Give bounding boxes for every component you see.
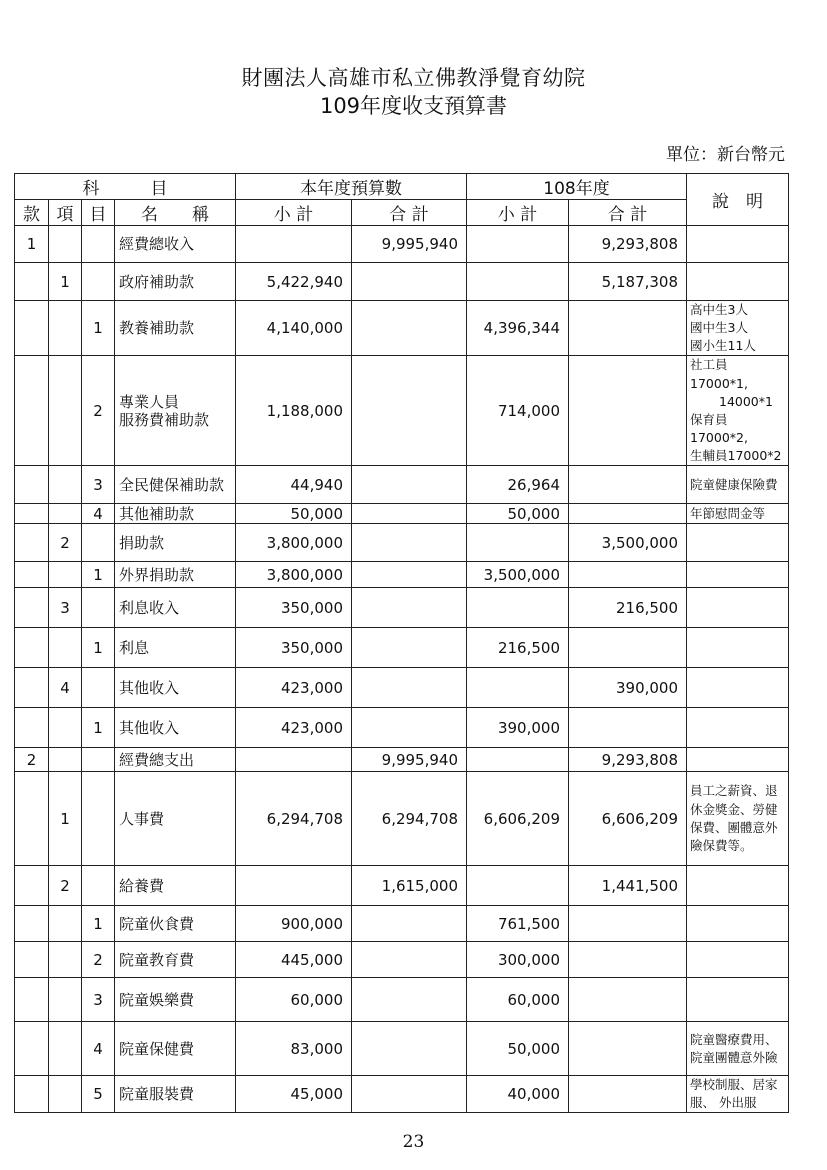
note-cell (687, 562, 789, 588)
table-row (15, 504, 789, 524)
note-cell: 社工員17000*1, 14000*1 保育員17000*2, 生輔員17000*2 (687, 356, 789, 466)
xiang-cell (49, 708, 82, 748)
kuan-cell (15, 942, 49, 978)
xiang-cell (49, 1022, 82, 1076)
page-number: 23 (402, 1132, 425, 1152)
current-total (352, 978, 467, 1022)
prior-total (569, 708, 687, 748)
item-name: 院童娛樂費 (115, 978, 236, 1022)
xiang-cell: 3 (49, 588, 82, 628)
current-total (352, 356, 467, 466)
table-row (15, 562, 789, 588)
header-kuan: 款 (15, 200, 49, 226)
table-row (15, 1076, 789, 1113)
note-cell (687, 588, 789, 628)
prior-total (569, 1022, 687, 1076)
budget-table (14, 173, 789, 1113)
mu-cell: 1 (82, 906, 115, 942)
xiang-cell: 1 (49, 772, 82, 866)
header-prior-total: 合 計 (569, 200, 687, 226)
table-row (15, 942, 789, 978)
prior-total (569, 562, 687, 588)
document-title: 財團法人高雄市私立佛教淨覺育幼院 (241, 66, 586, 90)
mu-cell: 1 (82, 708, 115, 748)
xiang-cell (49, 1076, 82, 1113)
header-current-year-group: 本年度預算數 (236, 174, 467, 200)
xiang-cell (49, 226, 82, 263)
item-name: 給養費 (115, 866, 236, 906)
item-name: 經費總收入 (115, 226, 236, 263)
note-cell (687, 628, 789, 668)
prior-subtotal: 50,000 (467, 1022, 569, 1076)
table-row (15, 226, 789, 263)
header-row-columns (15, 200, 789, 226)
mu-cell: 5 (82, 1076, 115, 1113)
item-name: 捐助款 (115, 524, 236, 562)
kuan-cell: 1 (15, 226, 49, 263)
currency-unit-label: 單位：新台幣元 (666, 145, 785, 165)
prior-subtotal: 300,000 (467, 942, 569, 978)
header-name: 名 稱 (115, 200, 236, 226)
current-subtotal: 445,000 (236, 942, 352, 978)
xiang-cell: 2 (49, 866, 82, 906)
header-current-subtotal: 小 計 (236, 200, 352, 226)
note-cell (687, 906, 789, 942)
xiang-cell (49, 906, 82, 942)
table-row (15, 263, 789, 301)
prior-subtotal (467, 588, 569, 628)
prior-total: 3,500,000 (569, 524, 687, 562)
note-cell (687, 978, 789, 1022)
kuan-cell (15, 466, 49, 504)
prior-subtotal: 714,000 (467, 356, 569, 466)
current-subtotal: 5,422,940 (236, 263, 352, 301)
current-total (352, 301, 467, 356)
prior-subtotal: 40,000 (467, 1076, 569, 1113)
mu-cell (82, 772, 115, 866)
header-row-groups (15, 174, 789, 200)
xiang-cell: 2 (49, 524, 82, 562)
current-total (352, 562, 467, 588)
mu-cell: 2 (82, 942, 115, 978)
prior-subtotal (467, 263, 569, 301)
header-note: 說 明 (687, 174, 789, 226)
item-name: 利息收入 (115, 588, 236, 628)
current-total (352, 588, 467, 628)
mu-cell: 1 (82, 628, 115, 668)
current-subtotal (236, 748, 352, 772)
table-row (15, 748, 789, 772)
table-row (15, 301, 789, 356)
item-name: 其他收入 (115, 668, 236, 708)
table-row (15, 466, 789, 504)
kuan-cell (15, 356, 49, 466)
mu-cell: 1 (82, 301, 115, 356)
table-row (15, 772, 789, 866)
header-xiang: 項 (49, 200, 82, 226)
prior-total: 9,293,808 (569, 748, 687, 772)
mu-cell (82, 263, 115, 301)
note-cell (687, 524, 789, 562)
table-row (15, 588, 789, 628)
mu-cell (82, 866, 115, 906)
prior-subtotal (467, 866, 569, 906)
xiang-cell: 1 (49, 263, 82, 301)
table-row (15, 628, 789, 668)
current-subtotal: 3,800,000 (236, 524, 352, 562)
item-name: 經費總支出 (115, 748, 236, 772)
table-row (15, 906, 789, 942)
mu-cell: 1 (82, 562, 115, 588)
kuan-cell (15, 263, 49, 301)
mu-cell: 4 (82, 504, 115, 524)
note-cell (687, 942, 789, 978)
table-row (15, 1022, 789, 1076)
item-name: 院童保健費 (115, 1022, 236, 1076)
prior-subtotal (467, 226, 569, 263)
current-total (352, 708, 467, 748)
current-subtotal (236, 866, 352, 906)
current-subtotal: 900,000 (236, 906, 352, 942)
note-cell (687, 866, 789, 906)
current-total (352, 942, 467, 978)
item-name: 院童伙食費 (115, 906, 236, 942)
kuan-cell (15, 978, 49, 1022)
item-name: 人事費 (115, 772, 236, 866)
prior-subtotal: 4,396,344 (467, 301, 569, 356)
mu-cell (82, 226, 115, 263)
current-subtotal: 60,000 (236, 978, 352, 1022)
prior-total (569, 466, 687, 504)
prior-total (569, 942, 687, 978)
current-total: 6,294,708 (352, 772, 467, 866)
current-total (352, 906, 467, 942)
prior-subtotal: 50,000 (467, 504, 569, 524)
prior-total: 1,441,500 (569, 866, 687, 906)
xiang-cell (49, 628, 82, 668)
prior-subtotal: 761,500 (467, 906, 569, 942)
current-total (352, 524, 467, 562)
item-name: 專業人員 服務費補助款 (115, 356, 236, 466)
kuan-cell (15, 524, 49, 562)
prior-total (569, 1076, 687, 1113)
current-subtotal: 423,000 (236, 668, 352, 708)
note-cell: 學校制服、居家 服、 外出服 (687, 1076, 789, 1113)
current-total (352, 263, 467, 301)
kuan-cell: 2 (15, 748, 49, 772)
xiang-cell (49, 466, 82, 504)
prior-total (569, 356, 687, 466)
current-subtotal (236, 226, 352, 263)
header-mu: 目 (82, 200, 115, 226)
prior-total (569, 504, 687, 524)
current-subtotal: 350,000 (236, 588, 352, 628)
current-subtotal: 350,000 (236, 628, 352, 668)
kuan-cell (15, 1076, 49, 1113)
current-total (352, 466, 467, 504)
header-subject-group: 科 目 (15, 174, 236, 200)
note-cell: 年節慰問金等 (687, 504, 789, 524)
kuan-cell (15, 906, 49, 942)
table-row (15, 524, 789, 562)
xiang-cell (49, 748, 82, 772)
item-name: 院童服裝費 (115, 1076, 236, 1113)
current-total: 9,995,940 (352, 748, 467, 772)
mu-cell: 3 (82, 978, 115, 1022)
item-name: 其他補助款 (115, 504, 236, 524)
prior-subtotal: 6,606,209 (467, 772, 569, 866)
prior-total (569, 628, 687, 668)
note-cell: 院童健康保險費 (687, 466, 789, 504)
prior-subtotal (467, 748, 569, 772)
kuan-cell (15, 866, 49, 906)
current-total (352, 668, 467, 708)
item-name: 院童教育費 (115, 942, 236, 978)
current-subtotal: 3,800,000 (236, 562, 352, 588)
prior-subtotal (467, 668, 569, 708)
xiang-cell (49, 356, 82, 466)
mu-cell (82, 524, 115, 562)
kuan-cell (15, 1022, 49, 1076)
item-name: 政府補助款 (115, 263, 236, 301)
prior-total: 390,000 (569, 668, 687, 708)
kuan-cell (15, 708, 49, 748)
current-subtotal: 83,000 (236, 1022, 352, 1076)
xiang-cell (49, 978, 82, 1022)
document-subtitle: 109年度收支預算書 (319, 94, 508, 118)
table-row (15, 356, 789, 466)
table-row (15, 708, 789, 748)
mu-cell (82, 668, 115, 708)
item-name: 利息 (115, 628, 236, 668)
kuan-cell (15, 301, 49, 356)
current-total (352, 1076, 467, 1113)
current-total: 1,615,000 (352, 866, 467, 906)
table-row (15, 866, 789, 906)
note-cell (687, 263, 789, 301)
prior-total: 9,293,808 (569, 226, 687, 263)
xiang-cell (49, 562, 82, 588)
note-cell (687, 226, 789, 263)
current-subtotal: 423,000 (236, 708, 352, 748)
header-prior-year-group: 108年度 (467, 174, 687, 200)
prior-total (569, 301, 687, 356)
current-subtotal: 4,140,000 (236, 301, 352, 356)
kuan-cell (15, 772, 49, 866)
prior-subtotal: 60,000 (467, 978, 569, 1022)
current-subtotal: 45,000 (236, 1076, 352, 1113)
prior-total (569, 978, 687, 1022)
note-cell: 高中生3人 國中生3人 國小生11人 (687, 301, 789, 356)
current-subtotal: 50,000 (236, 504, 352, 524)
header-prior-subtotal: 小 計 (467, 200, 569, 226)
prior-subtotal: 26,964 (467, 466, 569, 504)
xiang-cell (49, 942, 82, 978)
item-name: 外界捐助款 (115, 562, 236, 588)
note-cell (687, 748, 789, 772)
prior-subtotal: 216,500 (467, 628, 569, 668)
mu-cell: 2 (82, 356, 115, 466)
current-total (352, 504, 467, 524)
prior-total: 5,187,308 (569, 263, 687, 301)
kuan-cell (15, 588, 49, 628)
header-current-total: 合 計 (352, 200, 467, 226)
mu-cell: 4 (82, 1022, 115, 1076)
current-subtotal: 1,188,000 (236, 356, 352, 466)
prior-subtotal: 390,000 (467, 708, 569, 748)
current-total (352, 1022, 467, 1076)
kuan-cell (15, 668, 49, 708)
mu-cell (82, 588, 115, 628)
table-row (15, 668, 789, 708)
current-total (352, 628, 467, 668)
kuan-cell (15, 562, 49, 588)
current-subtotal: 6,294,708 (236, 772, 352, 866)
xiang-cell (49, 504, 82, 524)
item-name: 其他收入 (115, 708, 236, 748)
kuan-cell (15, 628, 49, 668)
item-name: 教養補助款 (115, 301, 236, 356)
mu-cell: 3 (82, 466, 115, 504)
note-cell (687, 668, 789, 708)
budget-table-body (15, 226, 789, 1113)
note-cell: 院童醫療費用、 院童團體意外險 (687, 1022, 789, 1076)
table-row (15, 978, 789, 1022)
prior-total (569, 906, 687, 942)
xiang-cell (49, 301, 82, 356)
prior-total: 216,500 (569, 588, 687, 628)
note-cell (687, 708, 789, 748)
current-total: 9,995,940 (352, 226, 467, 263)
item-name: 全民健保補助款 (115, 466, 236, 504)
prior-subtotal: 3,500,000 (467, 562, 569, 588)
kuan-cell (15, 504, 49, 524)
prior-total: 6,606,209 (569, 772, 687, 866)
note-cell: 員工之薪資、退休金獎金、勞健保費、團體意外險保費等。 (687, 772, 789, 866)
prior-subtotal (467, 524, 569, 562)
mu-cell (82, 748, 115, 772)
current-subtotal: 44,940 (236, 466, 352, 504)
xiang-cell: 4 (49, 668, 82, 708)
